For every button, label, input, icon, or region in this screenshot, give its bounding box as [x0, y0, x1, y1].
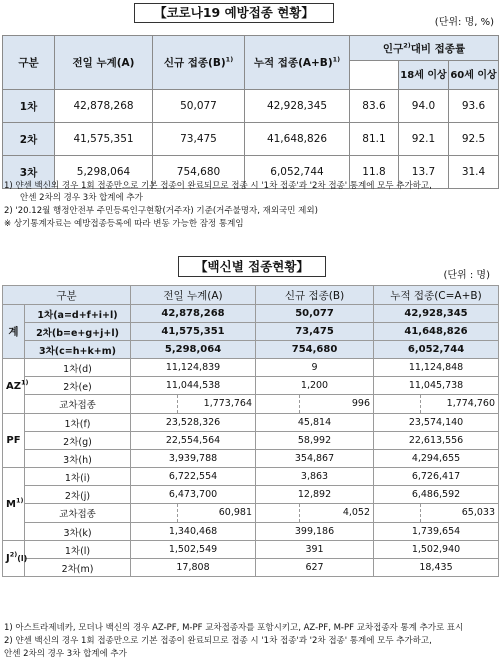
cell-prev: 11,124,839 — [131, 359, 256, 377]
cell-prev: 22,554,564 — [131, 432, 256, 450]
table1-title: 【코로나19 예방접종 현황】 — [134, 3, 334, 23]
cell-age60: 92.5 — [449, 123, 499, 156]
cell-new: 9 — [256, 359, 374, 377]
row-label: 1차(f) — [25, 414, 131, 432]
cell-new: 391 — [256, 541, 374, 559]
cell-prev: 41,575,351 — [131, 323, 256, 341]
header-age60: 60세 이상 — [449, 61, 499, 90]
table-row — [3, 323, 499, 341]
table-row — [3, 559, 499, 577]
cell-prev: 60,981 — [131, 504, 256, 523]
cell-new: 45,814 — [256, 414, 374, 432]
cell-new: 627 — [256, 559, 374, 577]
cell-prev: 11,044,538 — [131, 377, 256, 395]
table-row — [3, 486, 499, 504]
cell-prev: 1,340,468 — [131, 523, 256, 541]
row-label: 2차(m) — [25, 559, 131, 577]
cell-cum: 41,648,826 — [245, 123, 350, 156]
cell-cum: 6,052,744 — [245, 156, 350, 189]
cell-pop: 83.6 — [350, 90, 399, 123]
table-row — [3, 90, 499, 123]
group-total: 계 — [3, 305, 25, 359]
header-cumulative: 누적 접종$(A+B)^{1)}$ — [245, 36, 350, 90]
cell-prev: 42,878,268 — [55, 90, 153, 123]
table-row — [3, 341, 499, 359]
cell-cum: 42,928,345 — [245, 90, 350, 123]
cell-cum: 6,726,417 — [374, 468, 499, 486]
cell-cum: 41,648,826 — [374, 323, 499, 341]
table-row — [3, 359, 499, 377]
row-label: 3차(h) — [25, 450, 131, 468]
cell-pop: 11.8 — [350, 156, 399, 189]
cell-age18: 92.1 — [399, 123, 449, 156]
cell-prev: 23,528,326 — [131, 414, 256, 432]
header-new: 신규 접종(B) — [256, 286, 374, 305]
vaccine-type-table — [2, 285, 499, 577]
header-cumulative: 누적 접종(C=A+B) — [374, 286, 499, 305]
cell-prev: 1,773,764 — [131, 395, 256, 414]
row-label: 3차(k) — [25, 523, 131, 541]
row-label: 2차(e) — [25, 377, 131, 395]
cell-new: 996 — [256, 395, 374, 414]
row-label: 1차(i) — [25, 468, 131, 486]
group-j: $J^{2)}(l)$ — [3, 541, 25, 577]
cell-prev: 41,575,351 — [55, 123, 153, 156]
cell-cum: 22,613,556 — [374, 432, 499, 450]
table-row — [3, 450, 499, 468]
cell-cum: 65,033 — [374, 504, 499, 523]
cell-prev: 6,722,554 — [131, 468, 256, 486]
cell-new: 3,863 — [256, 468, 374, 486]
group-m: $M^{1)}$ — [3, 468, 25, 541]
row-label: 3차 — [3, 156, 55, 189]
header-category: 구분 — [3, 286, 131, 305]
table-row — [3, 377, 499, 395]
vaccination-status-table — [2, 35, 499, 189]
group-az: AZ$^{1)}$ — [3, 359, 25, 414]
cell-cum: 11,045,738 — [374, 377, 499, 395]
cell-age18: 13.7 — [399, 156, 449, 189]
cell-cum: 1,774,760 — [374, 395, 499, 414]
table-row — [3, 523, 499, 541]
table-row — [3, 432, 499, 450]
cell-prev: 6,473,700 — [131, 486, 256, 504]
table1-note: 1) 얀센 백신의 경우 1회 접종만으로 기본 접종이 완료되므로 접종 시 '1차 접종'과 '2차 접종' 통계에 모두 추가하고, — [4, 181, 432, 191]
row-label: 2차(j) — [25, 486, 131, 504]
header-prev-total: 전일 누계(A) — [55, 36, 153, 90]
cell-pop: 81.1 — [350, 123, 399, 156]
header-pop-blank — [350, 61, 399, 90]
row-label: 3차(c=h+k+m) — [25, 341, 131, 359]
cell-cum: 6,052,744 — [374, 341, 499, 359]
cell-cum: 23,574,140 — [374, 414, 499, 432]
table-row — [3, 504, 499, 523]
cell-new: 354,867 — [256, 450, 374, 468]
table2-title: 【백신별 접종현황】 — [178, 256, 326, 277]
header-age18: 18세 이상 — [399, 61, 449, 90]
cell-prev: 42,878,268 — [131, 305, 256, 323]
table1-note: ※ 상기통계자료는 예방접종등록에 따라 변동 가능한 잠정 통계임 — [4, 219, 244, 229]
cell-new: 399,186 — [256, 523, 374, 541]
cell-cum: 18,435 — [374, 559, 499, 577]
row-label-cross: 교차접종 — [25, 504, 131, 523]
cell-new: 1,200 — [256, 377, 374, 395]
cell-cum: 1,502,940 — [374, 541, 499, 559]
cell-new: 58,992 — [256, 432, 374, 450]
cell-new: 50,077 — [256, 305, 374, 323]
cell-cum: 42,928,345 — [374, 305, 499, 323]
header-category: 구분 — [3, 36, 55, 90]
row-label: 1차(l) — [25, 541, 131, 559]
table-row — [3, 395, 499, 414]
cell-new: 4,052 — [256, 504, 374, 523]
cell-age18: 94.0 — [399, 90, 449, 123]
cell-prev: 5,298,064 — [55, 156, 153, 189]
row-label: 2차 — [3, 123, 55, 156]
cell-new: 12,892 — [256, 486, 374, 504]
table-row — [3, 123, 499, 156]
row-label: 1차(a=d+f+i+l) — [25, 305, 131, 323]
cell-cum: 4,294,655 — [374, 450, 499, 468]
cell-new: 754,680 — [153, 156, 245, 189]
row-label: 2차(b=e+g+j+l) — [25, 323, 131, 341]
row-label-cross: 교차접종 — [25, 395, 131, 414]
cell-new: 73,475 — [153, 123, 245, 156]
cell-age60: 93.6 — [449, 90, 499, 123]
row-label: 2차(g) — [25, 432, 131, 450]
row-label: 1차(d) — [25, 359, 131, 377]
table1-note: 안센 2차의 경우 3차 합계에 추가 — [20, 193, 143, 203]
header-prev-total: 전일 누계(A) — [131, 286, 256, 305]
cell-prev: 5,298,064 — [131, 341, 256, 359]
table-row — [3, 305, 499, 323]
cell-new: 50,077 — [153, 90, 245, 123]
cell-age60: 31.4 — [449, 156, 499, 189]
table2-note: 안센 2차의 경우 3차 합계에 추가 — [4, 649, 127, 659]
table2-note: 2) 얀센 백신의 경우 1회 접종만으로 기본 접종이 완료되므로 접종 시 '1차 접종'과 '2차 접종' 통계에 모두 추가하고, — [4, 636, 432, 646]
table1-unit: (단위: 명, %) — [434, 17, 494, 28]
row-label: 1차 — [3, 90, 55, 123]
table-row — [3, 541, 499, 559]
cell-prev: 17,808 — [131, 559, 256, 577]
table2-note: 1) 아스트라제네카, 모더나 백신의 경우 AZ-PF, M-PF 교차접종자를 포함시키고, AZ-PF, M-PF 교차접종자 통계 추가로 표시 — [4, 623, 464, 633]
cell-prev: 1,502,549 — [131, 541, 256, 559]
table-row — [3, 468, 499, 486]
table2-unit: (단위 : 명) — [443, 270, 490, 281]
table1-note: 2) '20.12월 행정안전부 주민등록인구현황(거주자) 기준(거주불명자, 재외국민 제외) — [4, 206, 318, 216]
cell-cum: 1,739,654 — [374, 523, 499, 541]
header-new: 신규 접종$(B)^{1)}$ — [153, 36, 245, 90]
cell-cum: 6,486,592 — [374, 486, 499, 504]
cell-new: 73,475 — [256, 323, 374, 341]
cell-prev: 3,939,788 — [131, 450, 256, 468]
group-pf: PF — [3, 414, 25, 468]
header-pop-ratio: 인구$^{2)}$대비 접종률 — [350, 36, 499, 61]
cell-new: 754,680 — [256, 341, 374, 359]
cell-cum: 11,124,848 — [374, 359, 499, 377]
table-row — [3, 414, 499, 432]
